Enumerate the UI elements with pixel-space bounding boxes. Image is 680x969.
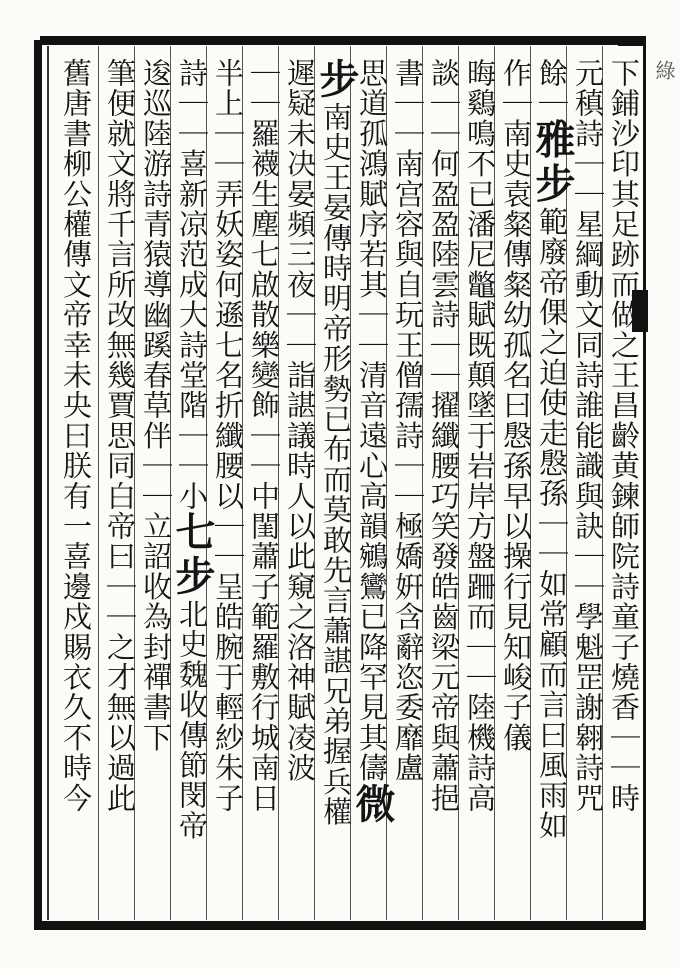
- column-text: 書｜｜南宫容與自玩王僧孺詩｜｜極嬌姸含辭恣委靡盧: [391, 58, 425, 783]
- entry-heading: 微: [349, 782, 396, 827]
- column-text: 談｜｜何盈盈陸雲詩｜｜擢纖腰巧笑發皓齒梁元帝與蕭挹: [427, 58, 461, 813]
- frame-border-bottom: [34, 921, 645, 930]
- text-column-11: [244, 58, 284, 918]
- column-text: 晦鷄鳴不已潘尼鼈賦既顛墜于岩岸方盤跚而｜｜陸機詩高: [463, 58, 497, 813]
- column-text: 南史王晏傳時明帝形勢已布而莫敢先言蕭諶兄弟握兵權: [319, 102, 353, 827]
- column-text: 遲疑未决晏頻三夜｜｜詣諶議時人以此窺之洛神賦凌波: [283, 58, 317, 783]
- column-text: 逡巡陸游詩青猿導幽蹊春草伴｜｜: [139, 58, 173, 511]
- text-column-4: [496, 58, 536, 918]
- text-column-6: [424, 58, 464, 918]
- text-column-13: [169, 58, 216, 918]
- text-column-14: [136, 58, 176, 918]
- text-column-16: [56, 58, 96, 918]
- text-column-8: [349, 58, 396, 918]
- column-text: 詩｜｜喜新凉范成大詩堂階｜｜小: [175, 58, 209, 511]
- margin-text: 綠: [652, 60, 676, 80]
- column-text: 餘｜: [535, 58, 569, 119]
- inner-border-left: [47, 46, 49, 920]
- text-column-15: [100, 58, 140, 918]
- text-column-10: [280, 58, 320, 918]
- column-text: 作｜: [499, 58, 533, 119]
- gutter-top-mark: [618, 36, 646, 46]
- entry-heading: 雅步: [529, 118, 576, 207]
- column-text: 舊唐書柳公權傳文帝幸未央曰朕有一喜邊戍賜衣久不時今: [59, 58, 93, 813]
- column-text: 筆便就文將千言所改無幾賈思同白帝曰｜｜之才無以過此: [103, 58, 137, 813]
- column-note: 南史袁粲傳粲幼孤名曰慇孫早以操行見知峻子儀: [499, 118, 533, 753]
- entry-heading: 七步: [169, 511, 216, 599]
- column-rule: [98, 46, 99, 920]
- column-text: 思道孤鴻賦序若其｜｜清音遠心高韻鵷鸞已降罕見其儔: [355, 58, 389, 783]
- column-text: 北史魏收傳節閔帝: [175, 599, 209, 841]
- entry-heading: 步: [313, 58, 360, 102]
- frame-border-top: [40, 36, 645, 45]
- text-column-9: [313, 58, 360, 918]
- text-column-12: [208, 58, 248, 918]
- frame-border-left: [34, 40, 42, 930]
- text-column-3: [529, 58, 576, 918]
- text-column-5: [460, 58, 500, 918]
- column-text: 半上｜｜弄妖姿何遜七名折纖腰以｜｜呈皓腕于輕紗朱子: [211, 58, 245, 813]
- column-text: ｜｜羅襪生塵七啟散樂變飾｜｜中閨蕭子範羅敷行城南日: [247, 58, 281, 813]
- column-text: 範廢帝倮之迫使走慇孫｜｜如常顧而言曰風雨如: [535, 206, 569, 841]
- column-text: 立詔收為封禪書下: [139, 511, 173, 753]
- column-text: 元稹詩｜｜星綱動文同詩誰能識與訣｜｜學魁罡謝翱詩咒: [571, 58, 605, 813]
- column-text: 下鋪沙印其足跡而做之王昌齡黄鍊師院詩童子燒香｜｜時: [607, 58, 641, 813]
- text-column-1: [604, 58, 644, 918]
